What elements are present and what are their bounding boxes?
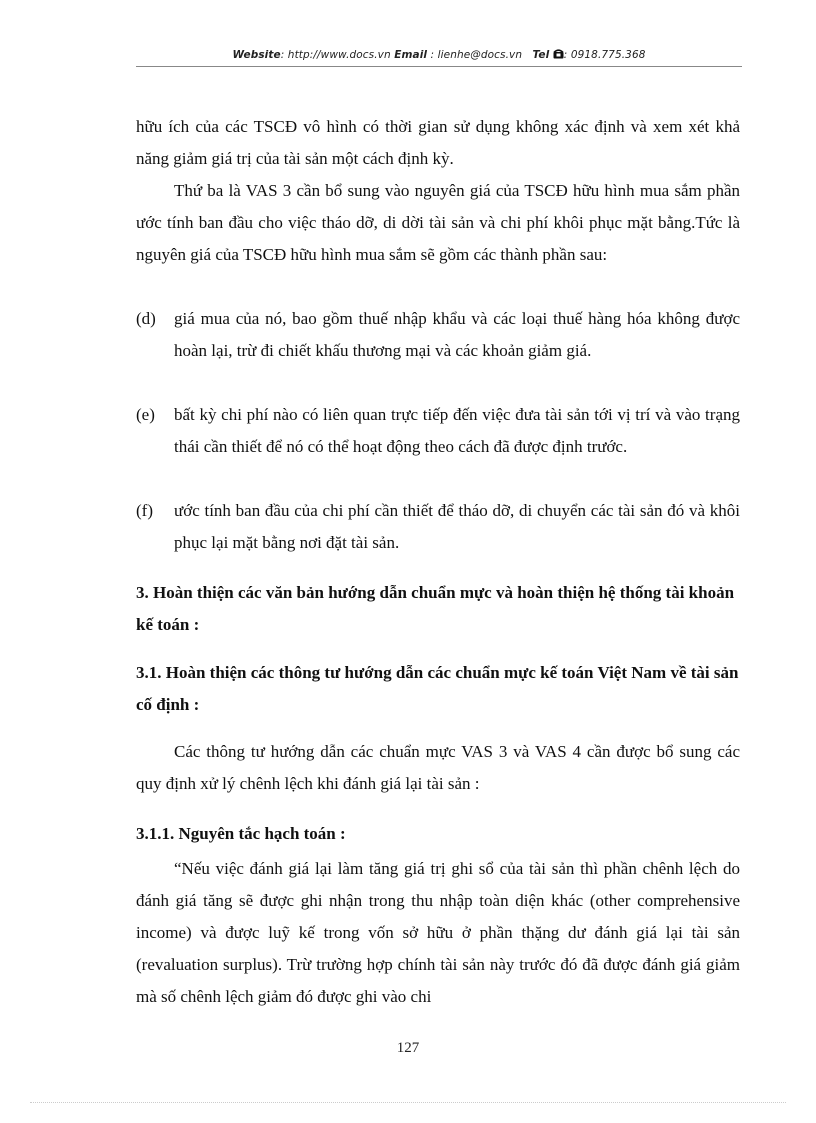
- section-heading-3-1-1: 3.1.1. Nguyên tắc hạch toán :: [136, 824, 346, 843]
- paragraph-2: Thứ ba là VAS 3 cần bổ sung vào nguyên giá của TSCĐ hữu hình mua sắm phần ước tính ban đầu cho việc tháo dỡ, di dời tài sản và chi phí khôi phục mặt bằng.Tức là nguyên giá của TSCĐ hữu hình mua sắm sẽ gồm các thành phần sau:: [136, 181, 740, 264]
- phone-icon: [553, 49, 564, 59]
- list-item-text: ước tính ban đầu của chi phí cần thiết để tháo dỡ, di chuyển các tài sản đó và khôi phục lại mặt bằng nơi đặt tài sản.: [174, 501, 740, 552]
- section-heading-3-1: 3.1. Hoàn thiện các thông tư hướng dẫn các chuẩn mực kế toán Việt Nam về tài sản cố định :: [136, 663, 739, 714]
- list-item-label: (f): [136, 501, 153, 520]
- list-item-label: (d): [136, 309, 156, 328]
- tel-value: : 0918.775.368: [563, 49, 646, 61]
- list-item: [136, 399, 740, 463]
- paragraph-1: hữu ích của các TSCĐ vô hình có thời gian sử dụng không xác định và xem xét khả năng giảm giá trị của tài sản một cách định kỳ.: [136, 117, 740, 168]
- email-label: Email: [394, 49, 428, 61]
- list-item-label: (e): [136, 405, 155, 424]
- page-header: [136, 49, 742, 61]
- header-divider: [136, 66, 742, 67]
- website-value: : http://www.docs.vn: [280, 49, 391, 61]
- paragraph-3: Các thông tư hướng dẫn các chuẩn mực VAS 3 và VAS 4 cần được bổ sung các quy định xử lý chênh lệch khi đánh giá lại tài sản :: [136, 742, 740, 793]
- email-value: : lienhe@docs.vn: [427, 49, 523, 61]
- list-item: [136, 303, 740, 367]
- list-item-text: bất kỳ chi phí nào có liên quan trực tiếp đến việc đưa tài sản tới vị trí và vào trạng thái cần thiết để nó có thể hoạt động theo cách đã được định trước.: [174, 405, 740, 456]
- list-item: [136, 495, 740, 559]
- tel-label: Tel: [532, 49, 550, 61]
- page-bottom-divider: [30, 1102, 786, 1103]
- page-number: 127: [396, 1040, 420, 1056]
- section-heading-3: 3. Hoàn thiện các văn bản hướng dẫn chuẩn mực và hoàn thiện hệ thống tài khoản kế toán :: [136, 583, 735, 634]
- website-label: Website: [232, 49, 281, 61]
- list-item-text: giá mua của nó, bao gồm thuế nhập khẩu và các loại thuế hàng hóa không được hoàn lại, trừ đi chiết khấu thương mại và các khoản giảm giá.: [174, 309, 740, 360]
- paragraph-4: “Nếu việc đánh giá lại làm tăng giá trị ghi sổ của tài sản thì phần chênh lệch do đánh giá tăng sẽ được ghi nhận trong thu nhập toàn diện khác (other comprehensive income) và được luỹ kế trong vốn sở hữu ở phần thặng dư đánh giá lại tài sản (revaluation surplus). Trừ trường hợp chính tài sản này trước đó đã được đánh giá giảm mà số chênh lệch giảm đó được ghi vào chi: [136, 859, 740, 1006]
